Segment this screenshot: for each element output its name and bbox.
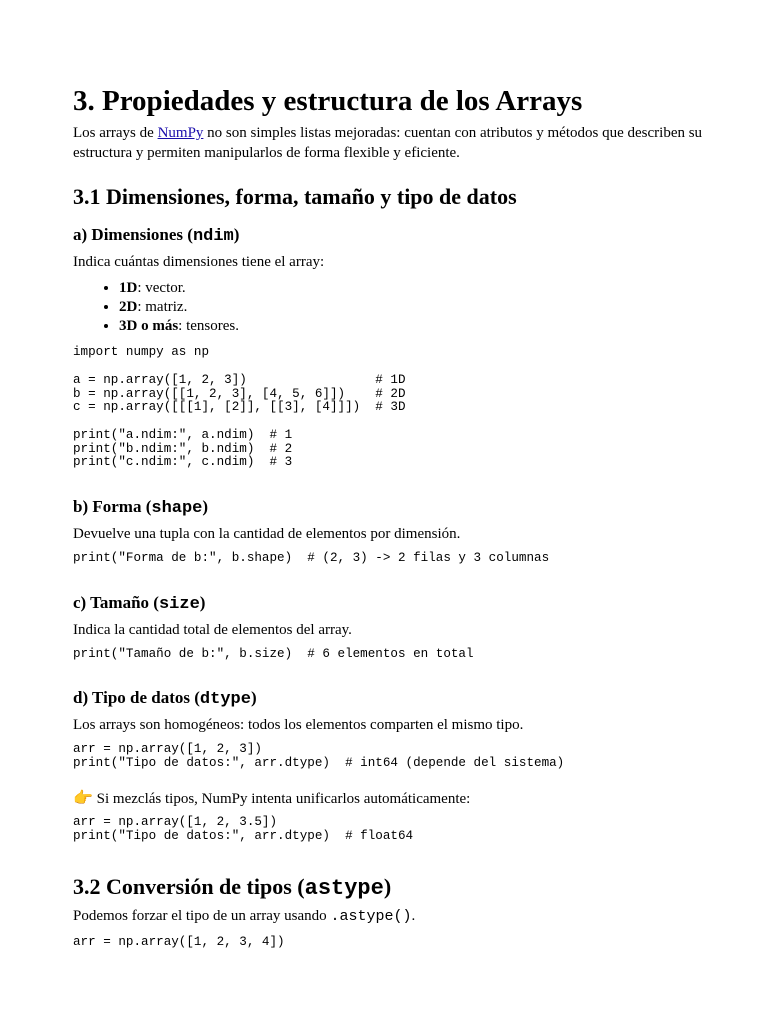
code-block-import: import numpy as np: [73, 345, 210, 359]
subsection-b-heading-code: shape: [151, 499, 203, 518]
list-item: [119, 317, 239, 336]
section-3-2-heading-close: ): [383, 874, 392, 899]
subsection-c-heading-code: size: [158, 595, 200, 614]
section-3-2-description-text: Podemos forzar el tipo de un array usando: [73, 908, 331, 924]
intro-paragraph: [73, 123, 713, 163]
section-3-2-heading: [73, 873, 391, 903]
dtype-note: [73, 788, 713, 809]
list-item-bold: 2D: [119, 299, 138, 315]
section-3-2-heading-text: 3.2 Conversión de tipos (: [73, 874, 305, 899]
astype-inline-code: .astype(): [330, 908, 412, 925]
section-3-2-heading-code: astype: [304, 876, 384, 901]
list-item: [119, 279, 239, 298]
subsection-c-heading-close: ): [199, 593, 206, 612]
subsection-b-heading: [73, 496, 208, 520]
list-item-text: : matriz.: [137, 299, 188, 315]
subsection-a-heading-text: a) Dimensiones (: [73, 225, 193, 244]
section-3-2-description: [73, 906, 713, 927]
list-item-bold: 1D: [119, 280, 138, 296]
subsection-d-heading-close: ): [250, 688, 257, 707]
numpy-link[interactable]: NumPy: [157, 125, 204, 141]
subsection-a-heading-close: ): [233, 225, 240, 244]
section-3-2-description-end: .: [411, 908, 416, 924]
code-block-size: print("Tamaño de b:", b.size) # 6 elementos en total: [73, 647, 474, 661]
code-block-astype: arr = np.array([1, 2, 3, 4]): [73, 935, 285, 949]
list-item-bold: 3D o más: [119, 318, 179, 334]
subsection-a-heading: [73, 224, 239, 248]
page-title: 3. Propiedades y estructura de los Arrays: [73, 85, 583, 117]
dtype-note-text: Si mezclás tipos, NumPy intenta unificarlos automáticamente:: [92, 791, 471, 807]
subsection-d-heading-code: dtype: [199, 690, 251, 709]
subsection-b-description: Devuelve una tupla con la cantidad de elementos por dimensión.: [73, 526, 461, 542]
section-3-1-heading: 3.1 Dimensiones, forma, tamaño y tipo de datos: [73, 184, 517, 209]
intro-text-start: Los arrays de: [73, 125, 158, 141]
list-item-text: : vector.: [137, 280, 186, 296]
subsection-d-heading-text: d) Tipo de datos (: [73, 688, 200, 707]
code-block-shape: print("Forma de b:", b.shape) # (2, 3) -> 2 filas y 3 columnas: [73, 551, 550, 565]
subsection-a-description: Indica cuántas dimensiones tiene el array:: [73, 254, 325, 270]
subsection-c-description: Indica la cantidad total de elementos del array.: [73, 622, 352, 638]
subsection-d-heading: [73, 687, 257, 711]
subsection-b-heading-close: ): [202, 497, 209, 516]
intro-text-end: no son simples listas mejoradas: cuentan con atributos y métodos que describen su estructura y permiten manipularlos de forma flexible y eficiente.: [73, 125, 703, 161]
subsection-d-description: Los arrays son homogéneos: todos los elementos comparten el mismo tipo.: [73, 717, 524, 733]
code-block-dtype: arr = np.array([1, 2, 3]) print("Tipo de datos:", arr.dtype) # int64 (depende del sistema): [73, 742, 565, 770]
subsection-c-heading: [73, 592, 205, 616]
subsection-a-heading-code: ndim: [192, 227, 234, 246]
pointing-hand-icon: 👉: [73, 788, 93, 807]
subsection-b-heading-text: b) Forma (: [73, 497, 152, 516]
subsection-c-heading-text: c) Tamaño (: [73, 593, 159, 612]
list-item: [119, 298, 239, 317]
code-block-ndim: print("a.ndim:", a.ndim) # 1 print("b.ndim:", b.ndim) # 2 print("c.ndim:", c.ndim) # 3: [73, 428, 293, 470]
list-item-text: : tensores.: [178, 318, 239, 334]
dimension-list: [73, 279, 239, 336]
code-block-dtype-mixed: arr = np.array([1, 2, 3.5]) print("Tipo de datos:", arr.dtype) # float64: [73, 815, 414, 843]
code-block-arrays: a = np.array([1, 2, 3]) # 1D b = np.array([[1, 2, 3], [4, 5, 6]]) # 2D c = np.array([[[1], [2]], [[3], [4]]]) # 3D: [73, 373, 406, 415]
